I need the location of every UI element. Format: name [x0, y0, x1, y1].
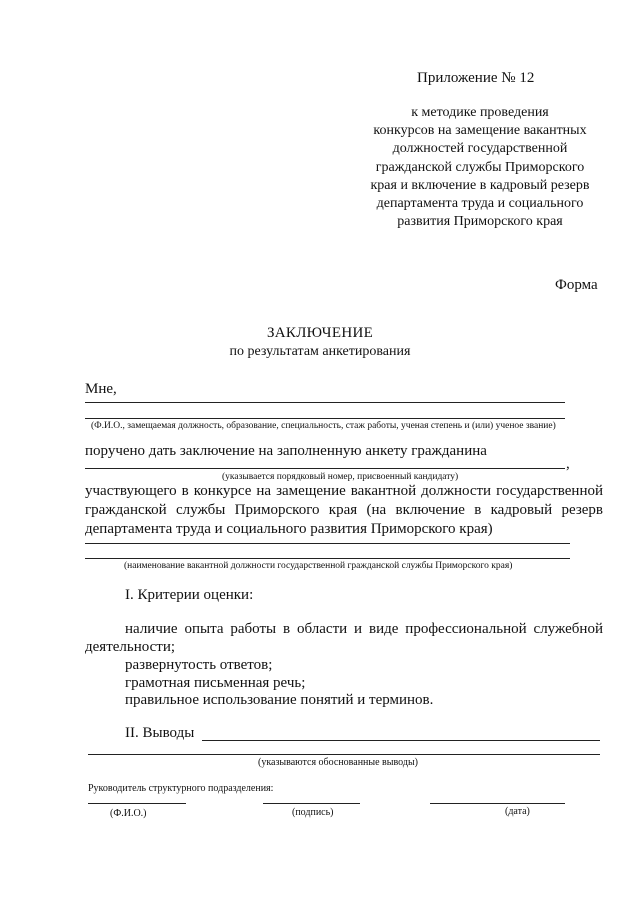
sign-line[interactable]: [263, 803, 360, 804]
criteria-title: I. Критерии оценки:: [125, 587, 254, 603]
method-line: конкурсов на замещение вакантных: [373, 123, 587, 139]
document-subtitle: по результатам анкетирования: [229, 344, 411, 359]
criteria-item-2: развернутость ответов;: [125, 657, 273, 673]
method-line: к методике проведения: [411, 105, 549, 120]
position-blank-line-1[interactable]: [85, 543, 570, 544]
candidate-number-line[interactable]: [85, 468, 565, 469]
form-label: Форма: [555, 277, 598, 293]
fio-blank-line-1[interactable]: [85, 402, 565, 403]
caption-fio: (Ф.И.О., замещаемая должность, образование, специальность, стаж работы, ученая степень и (или) ученое звание): [91, 421, 556, 431]
method-line: гражданской службы Приморского: [375, 159, 585, 175]
criteria-item-1-cont: деятельности;: [85, 639, 176, 655]
head-label: Руководитель структурного подразделения:: [88, 783, 274, 794]
document-title: ЗАКЛЮЧЕНИЕ: [266, 325, 374, 341]
fio-blank-line-2[interactable]: [85, 418, 565, 419]
method-line: должностей государственной: [392, 141, 568, 157]
caption-date: (дата): [505, 806, 530, 817]
method-reference: [350, 104, 610, 231]
caption-number: (указывается порядковый номер, присвоенный кандидату): [222, 472, 459, 482]
mne-label: Мне,: [85, 381, 117, 397]
method-line: развития Приморского края: [397, 214, 563, 230]
caption-sign: (подпись): [292, 807, 334, 818]
conclusions-line-2[interactable]: [88, 754, 600, 755]
date-line[interactable]: [430, 803, 565, 804]
position-blank-line-2[interactable]: [85, 558, 570, 559]
criteria-item-4: правильное использование понятий и терминов.: [125, 692, 434, 708]
assigned-text: поручено дать заключение на заполненную анкету гражданина: [85, 443, 487, 459]
criteria-item-3: грамотная письменная речь;: [125, 675, 306, 691]
caption-conclusions: (указываются обоснованные выводы): [258, 757, 418, 768]
method-line: края и включение в кадровый резерв: [370, 177, 590, 193]
fio-signature-line[interactable]: [88, 803, 186, 804]
comma: ,: [566, 456, 570, 472]
method-line: департамента труда и социального: [376, 196, 584, 212]
conclusions-line-1[interactable]: [202, 740, 600, 741]
appendix-number: Приложение № 12: [417, 70, 535, 86]
conclusions-title: II. Выводы: [125, 725, 195, 741]
caption-position: (наименование вакантной должности государственной гражданской службы Приморского края): [124, 561, 513, 571]
participating-text: участвующего в конкурсе на замещение вакантной должности государственной гражданской службы Приморского края (на включение в кадровый резерв департамента труда и социального развития Приморского края): [85, 483, 603, 537]
criteria-item-1: наличие опыта работы в области и виде профессиональной служебной: [125, 621, 603, 637]
caption-fio-signature: (Ф.И.О.): [110, 808, 147, 819]
